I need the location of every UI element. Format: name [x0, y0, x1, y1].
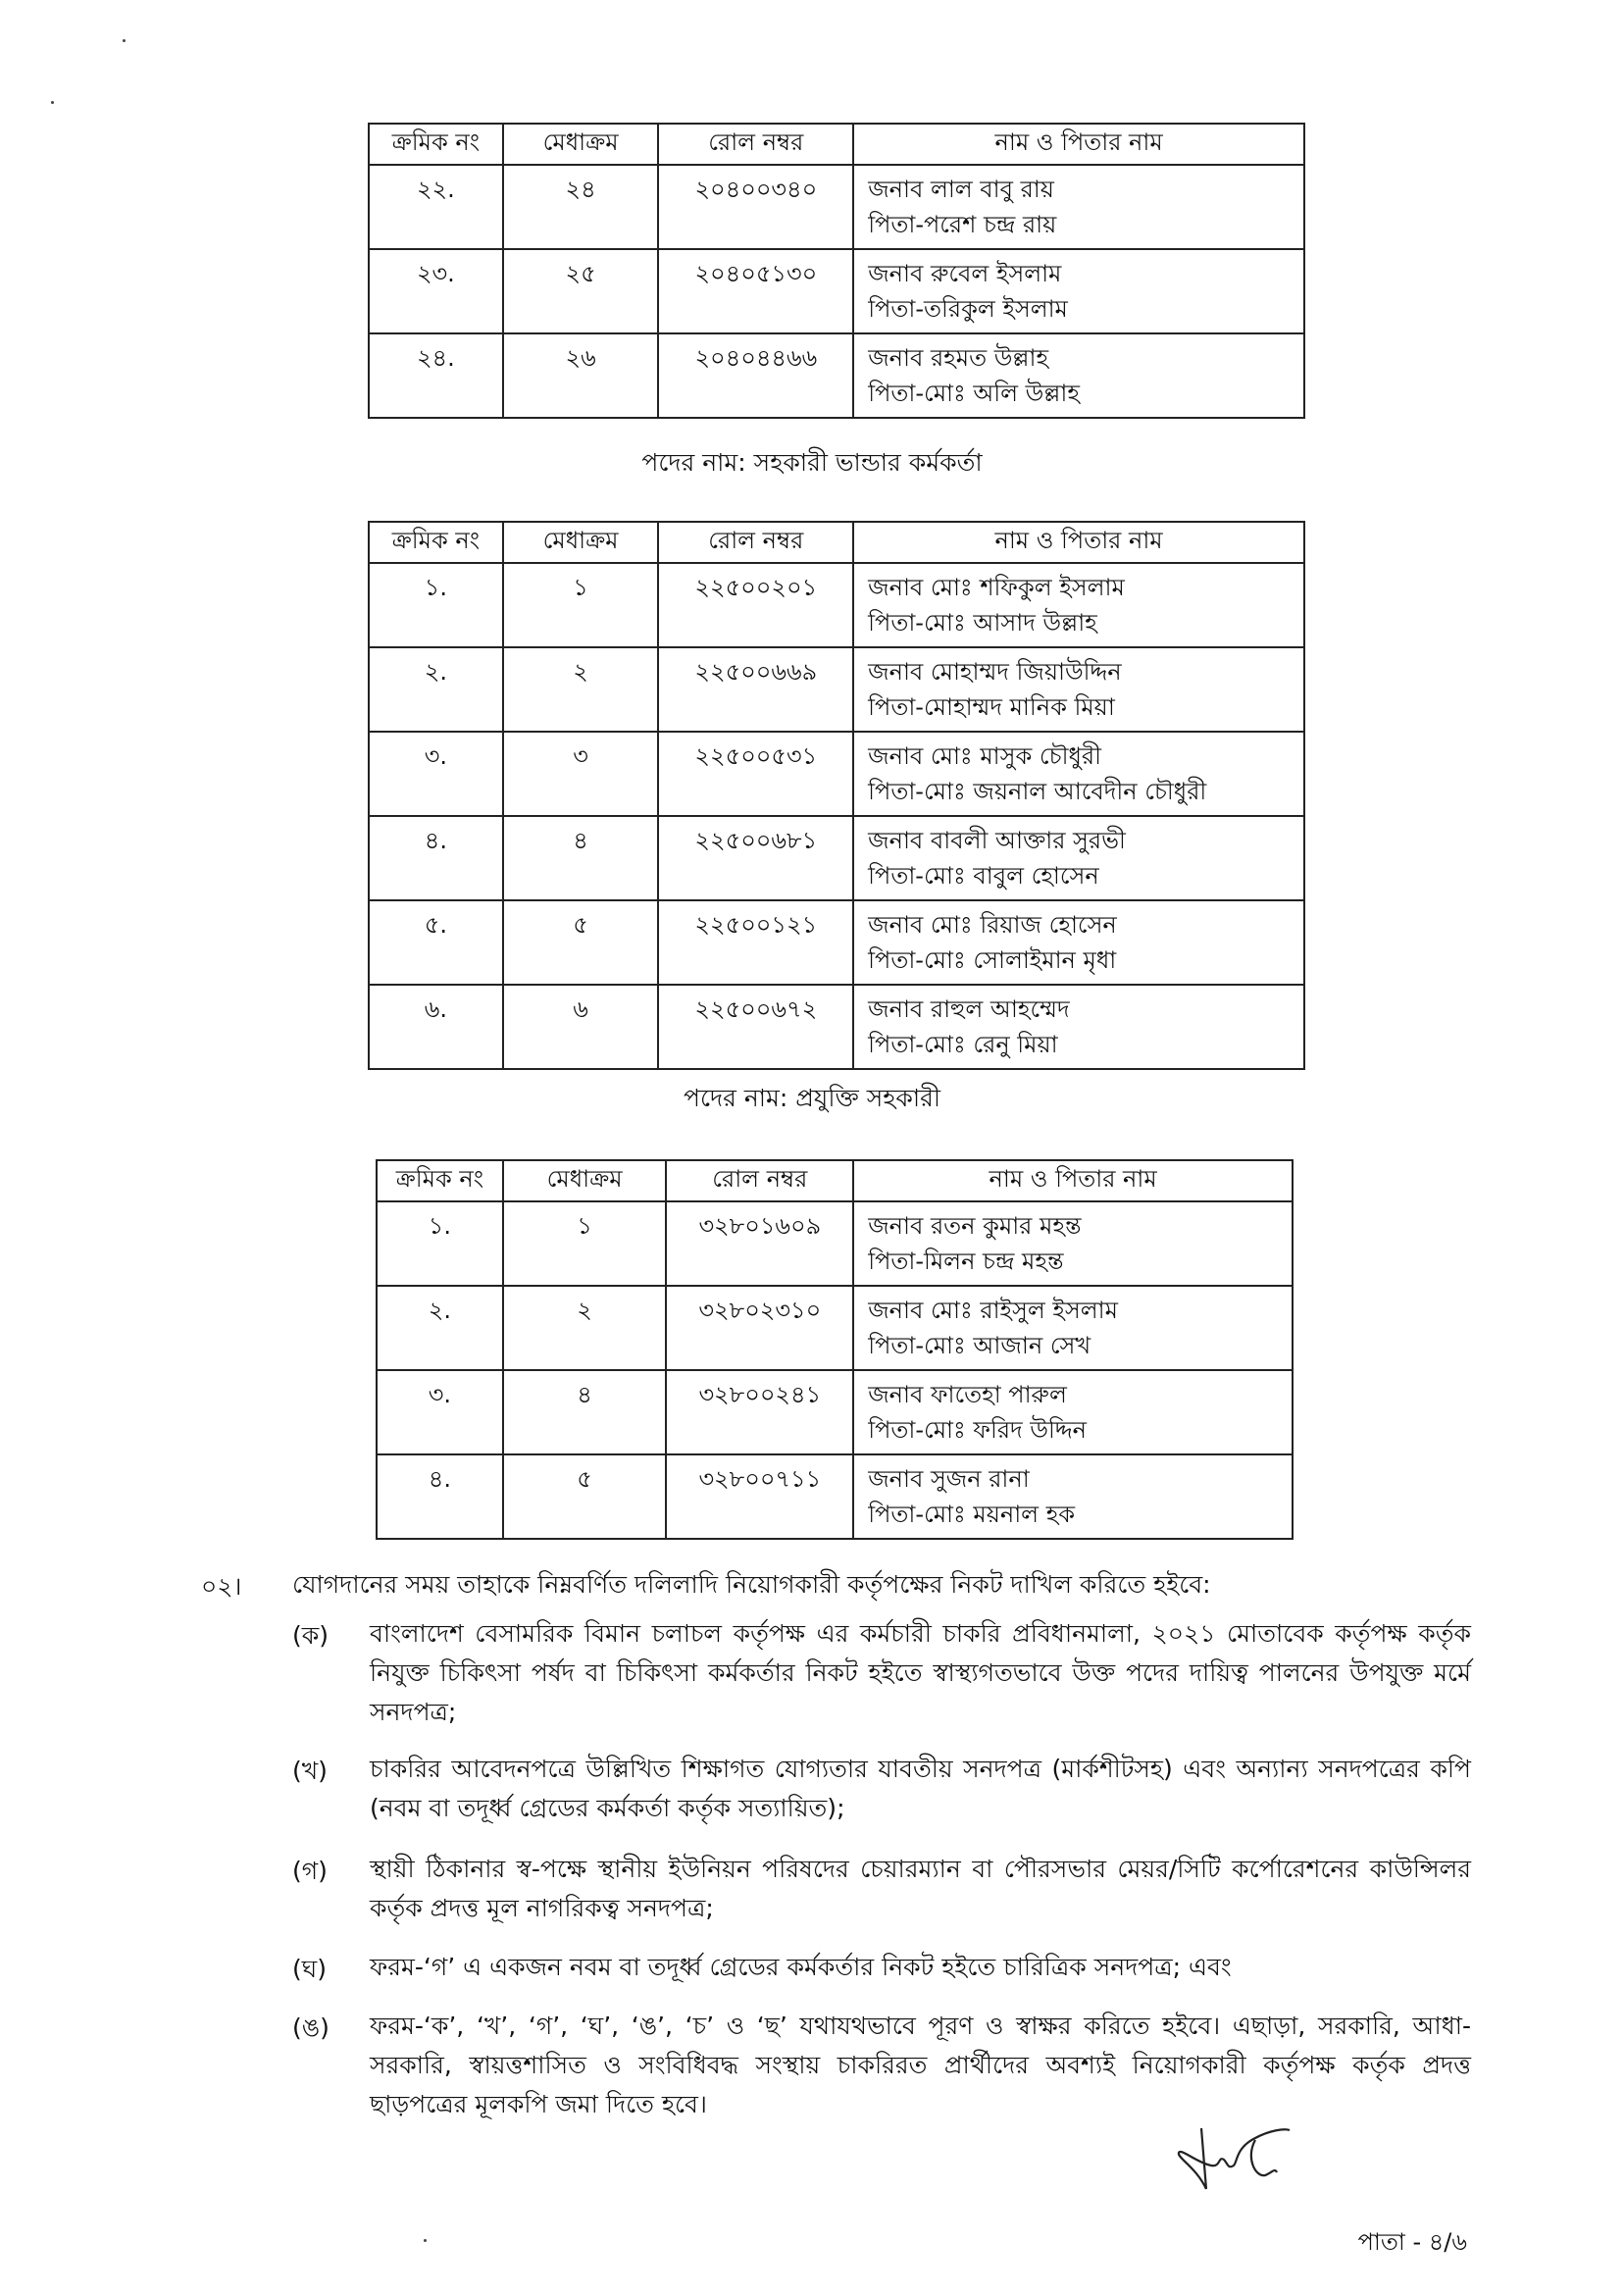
- roll-cell: ২২৫০০১২১: [658, 900, 853, 985]
- name-cell: [853, 1201, 1293, 1286]
- name-cell: [853, 647, 1304, 732]
- serial-cell: ৬.: [369, 985, 503, 1069]
- table-row: [369, 985, 1304, 1069]
- item-mark: (ঘ): [292, 1955, 327, 1983]
- father-name: পিতা-মোঃ বাবুল হোসেন: [868, 862, 1099, 890]
- candidate-name: জনাব মোঃ রাইসুল ইসলাম: [868, 1297, 1118, 1324]
- header-roll: রোল নম্বর: [658, 124, 853, 165]
- roll-cell: ২২৫০০৬৮১: [658, 816, 853, 900]
- roll-cell: ২২৫০০৬৭২: [658, 985, 853, 1069]
- name-cell: [853, 333, 1304, 418]
- post-title-tech-assistant: পদের নাম: প্রযুক্তি সহকারী: [683, 1084, 940, 1112]
- roll-cell: ২২৫০০২০১: [658, 563, 853, 647]
- table-row: [377, 1370, 1293, 1454]
- father-name: পিতা-মোঃ আসাদ উল্লাহ: [868, 609, 1097, 637]
- section-intro: যোগদানের সময় তাহাকে নিম্নবর্ণিত দলিলাদি নিয়োগকারী কর্তৃপক্ষের নিকট দাখিল করিতে হইবে:: [292, 1570, 1211, 1599]
- header-merit: মেধাক্রম: [503, 1160, 667, 1201]
- header-roll: রোল নম্বর: [666, 1160, 853, 1201]
- father-name: পিতা-মোঃ জয়নাল আবেদীন চৌধুরী: [868, 778, 1207, 805]
- item-text: ফরম-‘গ’ এ একজন নবম বা তদূর্ধ্ব গ্রেডের কর্মকর্তার নিকট হইতে চারিত্রিক সনদপত্র; এবং: [370, 1953, 1232, 1981]
- item-mark: (ঙ): [292, 2013, 330, 2042]
- candidate-name: জনাব রতন কুমার মহন্ত: [868, 1212, 1082, 1240]
- roll-cell: ২২৫০০৬৬৯: [658, 647, 853, 732]
- serial-cell: ৩.: [377, 1370, 503, 1454]
- candidate-name: জনাব রহমত উল্লাহ: [868, 344, 1049, 372]
- header-row: [377, 1160, 1293, 1201]
- scan-speck: [123, 39, 126, 42]
- item-mark: (গ): [292, 1857, 328, 1885]
- candidate-name: জনাব বাবলী আক্তার সুরভী: [868, 827, 1126, 854]
- merit-table-1: [368, 123, 1305, 419]
- roll-cell: ২০৪০৪৪৬৬: [658, 333, 853, 418]
- name-cell: [853, 1370, 1293, 1454]
- roll-cell: ৩২৮০০৭১১: [666, 1454, 853, 1539]
- header-name: নাম ও পিতার নাম: [853, 1160, 1293, 1201]
- merit-cell: ২৬: [503, 333, 659, 418]
- candidate-name: জনাব মোঃ মাসুক চৌধুরী: [868, 742, 1101, 770]
- header-serial: ক্রমিক নং: [369, 124, 503, 165]
- header-serial: ক্রমিক নং: [369, 522, 503, 563]
- merit-cell: ৫: [503, 900, 659, 985]
- merit-cell: ২৪: [503, 165, 659, 249]
- table-row: [369, 732, 1304, 816]
- merit-cell: ৩: [503, 732, 659, 816]
- candidate-name: জনাব মোহাম্মদ জিয়াউদ্দিন: [868, 658, 1122, 686]
- merit-cell: ২: [503, 1286, 667, 1370]
- candidate-name: জনাব মোঃ রিয়াজ হোসেন: [868, 911, 1117, 939]
- table-row: [369, 333, 1304, 418]
- item-text: স্থায়ী ঠিকানার স্ব-পক্ষে স্থানীয় ইউনিয়ন পরিষদের চেয়ারম্যান বা পৌরসভার মেয়র/সিটি কর্পোরেশনের কাউন্সিলর কর্তৃক প্রদত্ত মূল নাগরিকত্ব সনদপত্র;: [370, 1855, 1471, 1922]
- post-title-store-officer: পদের নাম: সহকারী ভান্ডার কর্মকর্তা: [641, 448, 983, 477]
- header-serial: ক্রমিক নং: [377, 1160, 503, 1201]
- father-name: পিতা-মোঃ আজান সেখ: [868, 1332, 1091, 1359]
- table-row: [369, 165, 1304, 249]
- item-mark: (খ): [292, 1757, 328, 1785]
- merit-cell: ২৫: [503, 249, 659, 333]
- merit-table-store-officer: [368, 521, 1305, 1070]
- table-row: [377, 1286, 1293, 1370]
- name-cell: [853, 816, 1304, 900]
- father-name: পিতা-পরেশ চন্দ্র রায়: [868, 211, 1057, 238]
- father-name: পিতা-মোঃ ফরিদ উদ্দিন: [868, 1416, 1087, 1444]
- section-number: ০২।: [201, 1572, 242, 1601]
- name-cell: [853, 563, 1304, 647]
- serial-cell: ৪.: [377, 1454, 503, 1539]
- name-cell: [853, 985, 1304, 1069]
- father-name: পিতা-মোঃ সোলাইমান মৃধা: [868, 946, 1117, 974]
- table-row: [369, 900, 1304, 985]
- candidate-name: জনাব লাল বাবু রায়: [868, 176, 1054, 203]
- candidate-name: জনাব রাহুল আহম্মেদ: [868, 995, 1070, 1023]
- scan-speck: [51, 101, 54, 104]
- serial-cell: ৫.: [369, 900, 503, 985]
- header-merit: মেধাক্রম: [503, 124, 659, 165]
- serial-cell: ২.: [377, 1286, 503, 1370]
- serial-cell: ২৪.: [369, 333, 503, 418]
- table-row: [377, 1454, 1293, 1539]
- item-text: চাকরির আবেদনপত্রে উল্লিখিত শিক্ষাগত যোগ্যতার যাবতীয় সনদপত্র (মার্কশীটসহ) এবং অন্যান্য সনদপত্রের কপি (নবম বা তদূর্ধ্ব গ্রেডের কর্মকর্তা কর্তৃক সত্যায়িত);: [370, 1755, 1471, 1822]
- name-cell: [853, 249, 1304, 333]
- merit-cell: ৬: [503, 985, 659, 1069]
- table-row: [369, 563, 1304, 647]
- merit-cell: ১: [503, 1201, 667, 1286]
- name-cell: [853, 900, 1304, 985]
- candidate-name: জনাব মোঃ শফিকুল ইসলাম: [868, 574, 1125, 601]
- roll-cell: ২০৪০০৩৪০: [658, 165, 853, 249]
- father-name: পিতা-মোঃ রেনু মিয়া: [868, 1031, 1058, 1058]
- header-name: নাম ও পিতার নাম: [853, 124, 1304, 165]
- merit-cell: ৪: [503, 1370, 667, 1454]
- serial-cell: ২২.: [369, 165, 503, 249]
- item-text: বাংলাদেশ বেসামরিক বিমান চলাচল কর্তৃপক্ষ এর কর্মচারী চাকরি প্রবিধানমালা, ২০২১ মোতাবেক কর্তৃপক্ষ কর্তৃক নিযুক্ত চিকিৎসা পর্ষদ বা চিকিৎসা কর্মকর্তার নিকট হইতে স্বাস্থ্যগতভাবে উক্ত পদের দায়িত্ব পালনের উপযুক্ত মর্মে সনদপত্র;: [370, 1619, 1471, 1726]
- signature: [1167, 2118, 1344, 2197]
- merit-cell: ৪: [503, 816, 659, 900]
- table-row: [369, 647, 1304, 732]
- merit-table-tech-assistant: [376, 1159, 1294, 1540]
- name-cell: [853, 1286, 1293, 1370]
- merit-cell: ১: [503, 563, 659, 647]
- father-name: পিতা-মোহাম্মদ মানিক মিয়া: [868, 693, 1115, 721]
- table-row: [377, 1201, 1293, 1286]
- serial-cell: ১.: [377, 1201, 503, 1286]
- roll-cell: ৩২৮০২৩১০: [666, 1286, 853, 1370]
- candidate-name: জনাব রুবেল ইসলাম: [868, 260, 1062, 287]
- candidate-name: জনাব সুজন রানা: [868, 1465, 1030, 1493]
- roll-cell: ২০৪০৫১৩০: [658, 249, 853, 333]
- serial-cell: ৩.: [369, 732, 503, 816]
- name-cell: [853, 732, 1304, 816]
- merit-cell: ৫: [503, 1454, 667, 1539]
- roll-cell: ৩২৮০০২৪১: [666, 1370, 853, 1454]
- roll-cell: ২২৫০০৫৩১: [658, 732, 853, 816]
- name-cell: [853, 1454, 1293, 1539]
- item-mark: (ক): [292, 1621, 329, 1650]
- header-row: [369, 522, 1304, 563]
- header-row: [369, 124, 1304, 165]
- header-merit: মেধাক্রম: [503, 522, 659, 563]
- candidate-name: জনাব ফাতেহা পারুল: [868, 1381, 1067, 1408]
- item-text: ফরম-‘ক’, ‘খ’, ‘গ’, ‘ঘ’, ‘ঙ’, ‘চ’ ও ‘ছ’ যথাযথভাবে পূরণ ও স্বাক্ষর করিতে হইবে। এছাড়া, সরকারি, আধা-সরকারি, স্বায়ত্তশাসিত ও সংবিধিবদ্ধ সংস্থায় চাকরিরত প্রার্থীদের অবশ্যই নিয়োগকারী কর্তৃপক্ষ কর্তৃক প্রদত্ত ছাড়পত্রের মূলকপি জমা দিতে হবে।: [370, 2012, 1471, 2118]
- header-name: নাম ও পিতার নাম: [853, 522, 1304, 563]
- page-number: পাতা - ৪/৬: [1357, 2228, 1467, 2256]
- serial-cell: ৪.: [369, 816, 503, 900]
- scan-speck: [424, 2239, 427, 2242]
- serial-cell: ২৩.: [369, 249, 503, 333]
- serial-cell: ২.: [369, 647, 503, 732]
- serial-cell: ১.: [369, 563, 503, 647]
- table-row: [369, 249, 1304, 333]
- father-name: পিতা-মিলন চন্দ্র মহন্ত: [868, 1248, 1064, 1275]
- name-cell: [853, 165, 1304, 249]
- father-name: পিতা-মোঃ অলি উল্লাহ: [868, 380, 1080, 407]
- father-name: পিতা-তরিকুল ইসলাম: [868, 295, 1068, 323]
- roll-cell: ৩২৮০১৬০৯: [666, 1201, 853, 1286]
- merit-cell: ২: [503, 647, 659, 732]
- father-name: পিতা-মোঃ ময়নাল হক: [868, 1501, 1076, 1528]
- table-row: [369, 816, 1304, 900]
- header-roll: রোল নম্বর: [658, 522, 853, 563]
